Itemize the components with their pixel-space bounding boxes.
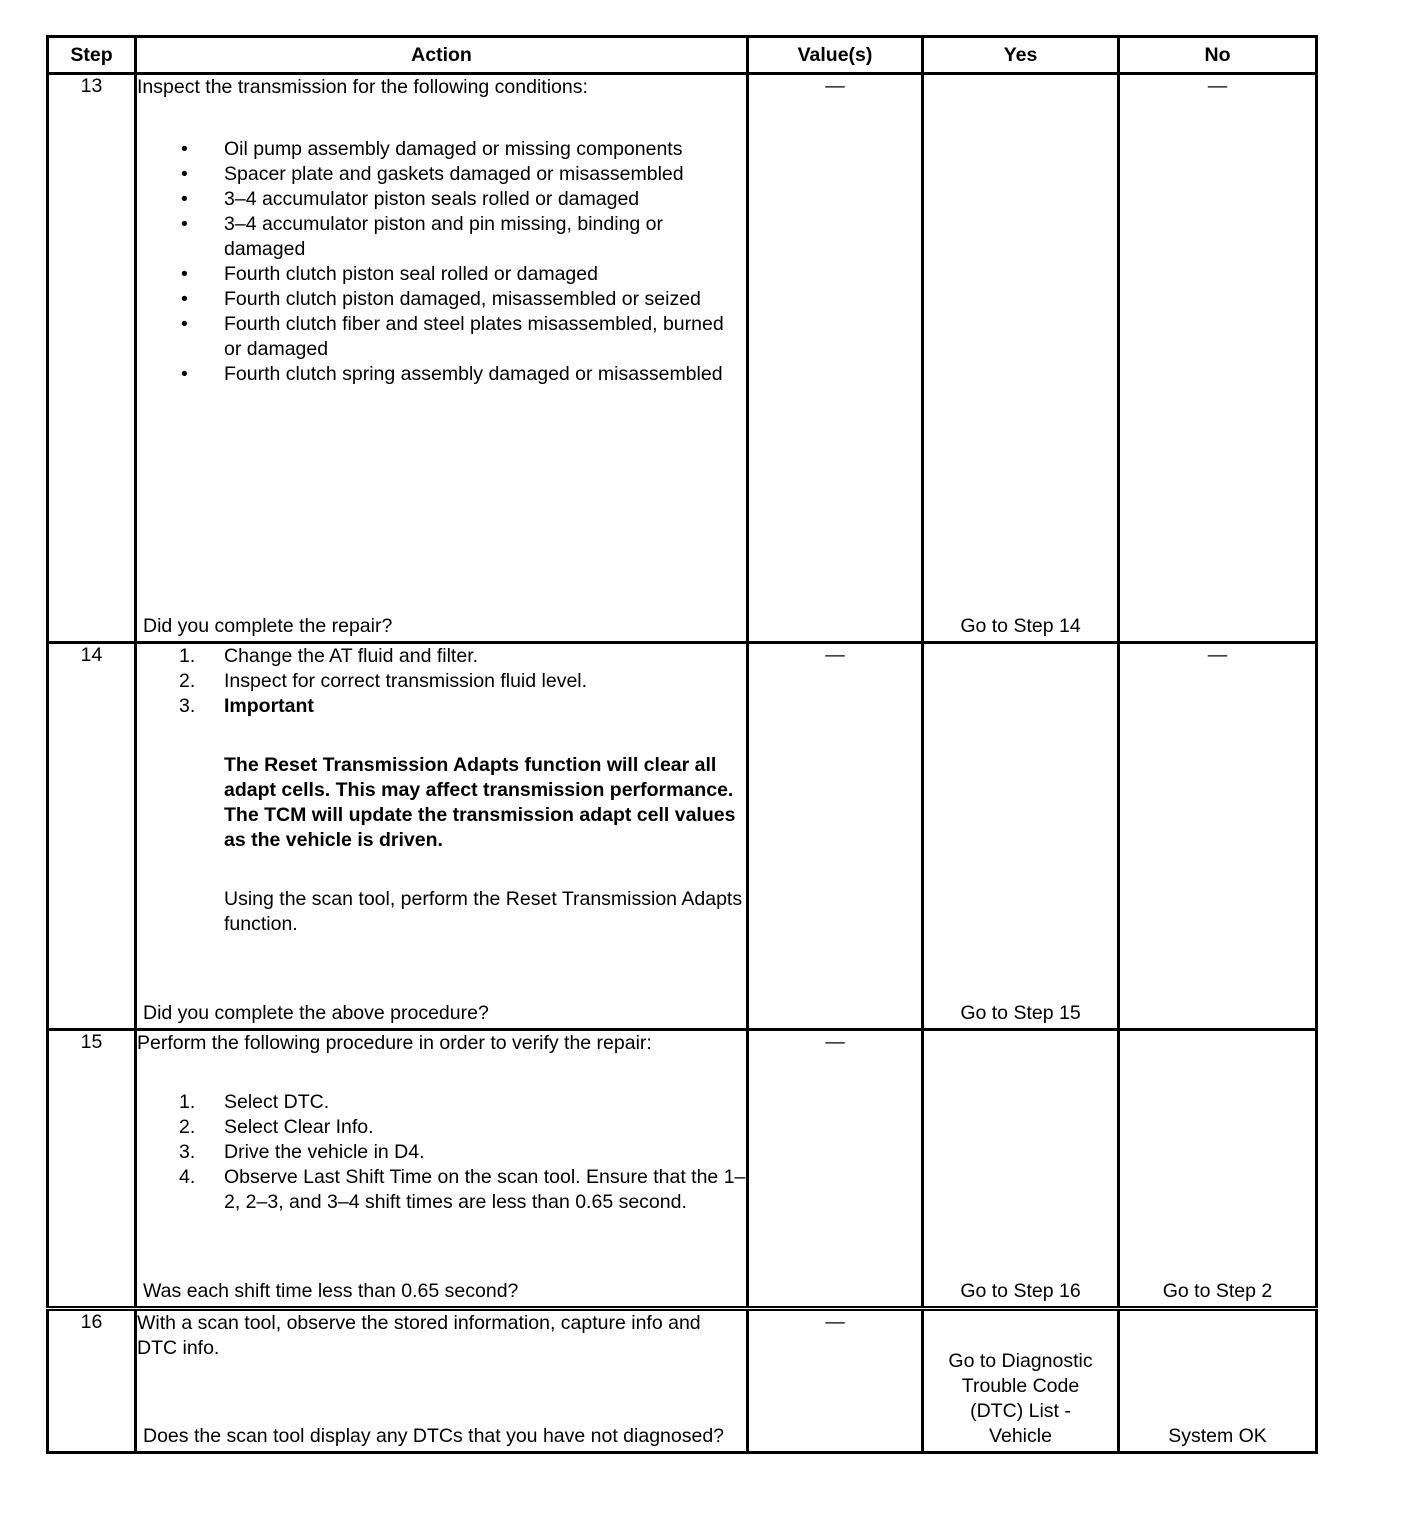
list-item: • Fourth clutch fiber and steel plates misassembled, burned or damaged	[181, 313, 724, 360]
no-link[interactable]: Go to Step 2	[1162, 1280, 1273, 1302]
action-intro: With a scan tool, observe the stored information, capture info and DTC info.	[137, 1312, 701, 1359]
action-cell	[136, 1309, 748, 1453]
list-item: • Spacer plate and gaskets damaged or misassembled	[181, 163, 684, 185]
value-cell: —	[748, 1309, 923, 1453]
important-label: Important	[224, 695, 314, 717]
diagnostic-table	[46, 35, 1318, 1454]
list-item: 2. Inspect for correct transmission fluid level.	[179, 670, 588, 692]
yes-cell	[923, 74, 1119, 643]
no-cell: —	[1119, 643, 1317, 1030]
yes-cell	[923, 1030, 1119, 1309]
list-item: • 3–4 accumulator piston and pin missing, binding or damaged	[181, 213, 664, 260]
step-number: 15	[48, 1030, 136, 1309]
action-question: Does the scan tool display any DTCs that you have not diagnosed?	[143, 1425, 725, 1447]
no-cell	[1119, 1030, 1317, 1309]
yes-link[interactable]: Go to Step 16	[960, 1280, 1081, 1302]
list-item: 1. Select DTC.	[179, 1091, 330, 1113]
table-row-step-16	[48, 1309, 1317, 1453]
yes-cell	[923, 643, 1119, 1030]
list-item: • Fourth clutch piston damaged, misassembled or seized	[181, 288, 701, 310]
header-yes: Yes	[923, 37, 1119, 74]
value-cell: —	[748, 1030, 923, 1309]
yes-cell	[923, 1309, 1119, 1453]
table-row-step-15	[48, 1030, 1317, 1309]
header-action: Action	[136, 37, 748, 74]
yes-link[interactable]: Go to Step 14	[960, 615, 1081, 637]
procedure-list	[137, 1090, 746, 1215]
no-cell	[1119, 1309, 1317, 1453]
header-step: Step	[48, 37, 136, 74]
action-cell	[136, 1030, 748, 1309]
table-row-step-14	[48, 643, 1317, 1030]
header-row	[48, 37, 1317, 74]
no-result: System OK	[1168, 1425, 1267, 1447]
yes-link[interactable]: Go to Diagnostic Trouble Code (DTC) List - Vehicle	[948, 1350, 1093, 1447]
value-cell: —	[748, 74, 923, 643]
important-text: The Reset Transmission Adapts function will clear all adapt cells. This may affect transmission performance. The TCM will update the transmission adapt cell values as the vehicle is driven.	[224, 754, 736, 851]
procedure-list	[137, 644, 746, 937]
action-question: Was each shift time less than 0.65 second?	[143, 1280, 519, 1302]
procedure-text: Using the scan tool, perform the Reset Transmission Adapts function.	[224, 888, 743, 935]
action-intro: Inspect the transmission for the following conditions:	[137, 76, 588, 98]
yes-link[interactable]: Go to Step 15	[960, 1002, 1081, 1024]
action-question: Did you complete the repair?	[143, 615, 393, 637]
action-cell	[136, 643, 748, 1030]
list-item: • Oil pump assembly damaged or missing components	[181, 138, 683, 160]
list-item: • 3–4 accumulator piston seals rolled or damaged	[181, 188, 640, 210]
list-item: 4. Observe Last Shift Time on the scan tool. Ensure that the 1–2, 2–3, and 3–4 shift times are less than 0.65 second.	[179, 1166, 746, 1213]
step-number: 16	[48, 1309, 136, 1453]
list-item: 1. Change the AT fluid and filter.	[179, 645, 479, 667]
header-values: Value(s)	[748, 37, 923, 74]
header-no: No	[1119, 37, 1317, 74]
action-cell	[136, 74, 748, 643]
value-cell: —	[748, 643, 923, 1030]
list-item: • Fourth clutch piston seal rolled or damaged	[181, 263, 598, 285]
list-item: • Fourth clutch spring assembly damaged or misassembled	[181, 363, 723, 385]
no-cell: —	[1119, 74, 1317, 643]
table-row-step-13	[48, 74, 1317, 643]
action-intro: Perform the following procedure in order to verify the repair:	[137, 1032, 652, 1054]
condition-list	[137, 137, 746, 387]
step-number: 14	[48, 643, 136, 1030]
list-item: 2. Select Clear Info.	[179, 1116, 374, 1138]
step-number: 13	[48, 74, 136, 643]
action-question: Did you complete the above procedure?	[143, 1002, 489, 1024]
list-item: 3. Important The Reset Transmission Adapts function will clear all adapt cells. This may affect transmission performance. The TCM will update the transmission adapt cell values as the vehicle is driven. Using the scan tool, perform the Reset Transmission Adapts function.	[137, 694, 746, 937]
list-item: 3. Drive the vehicle in D4.	[179, 1141, 425, 1163]
